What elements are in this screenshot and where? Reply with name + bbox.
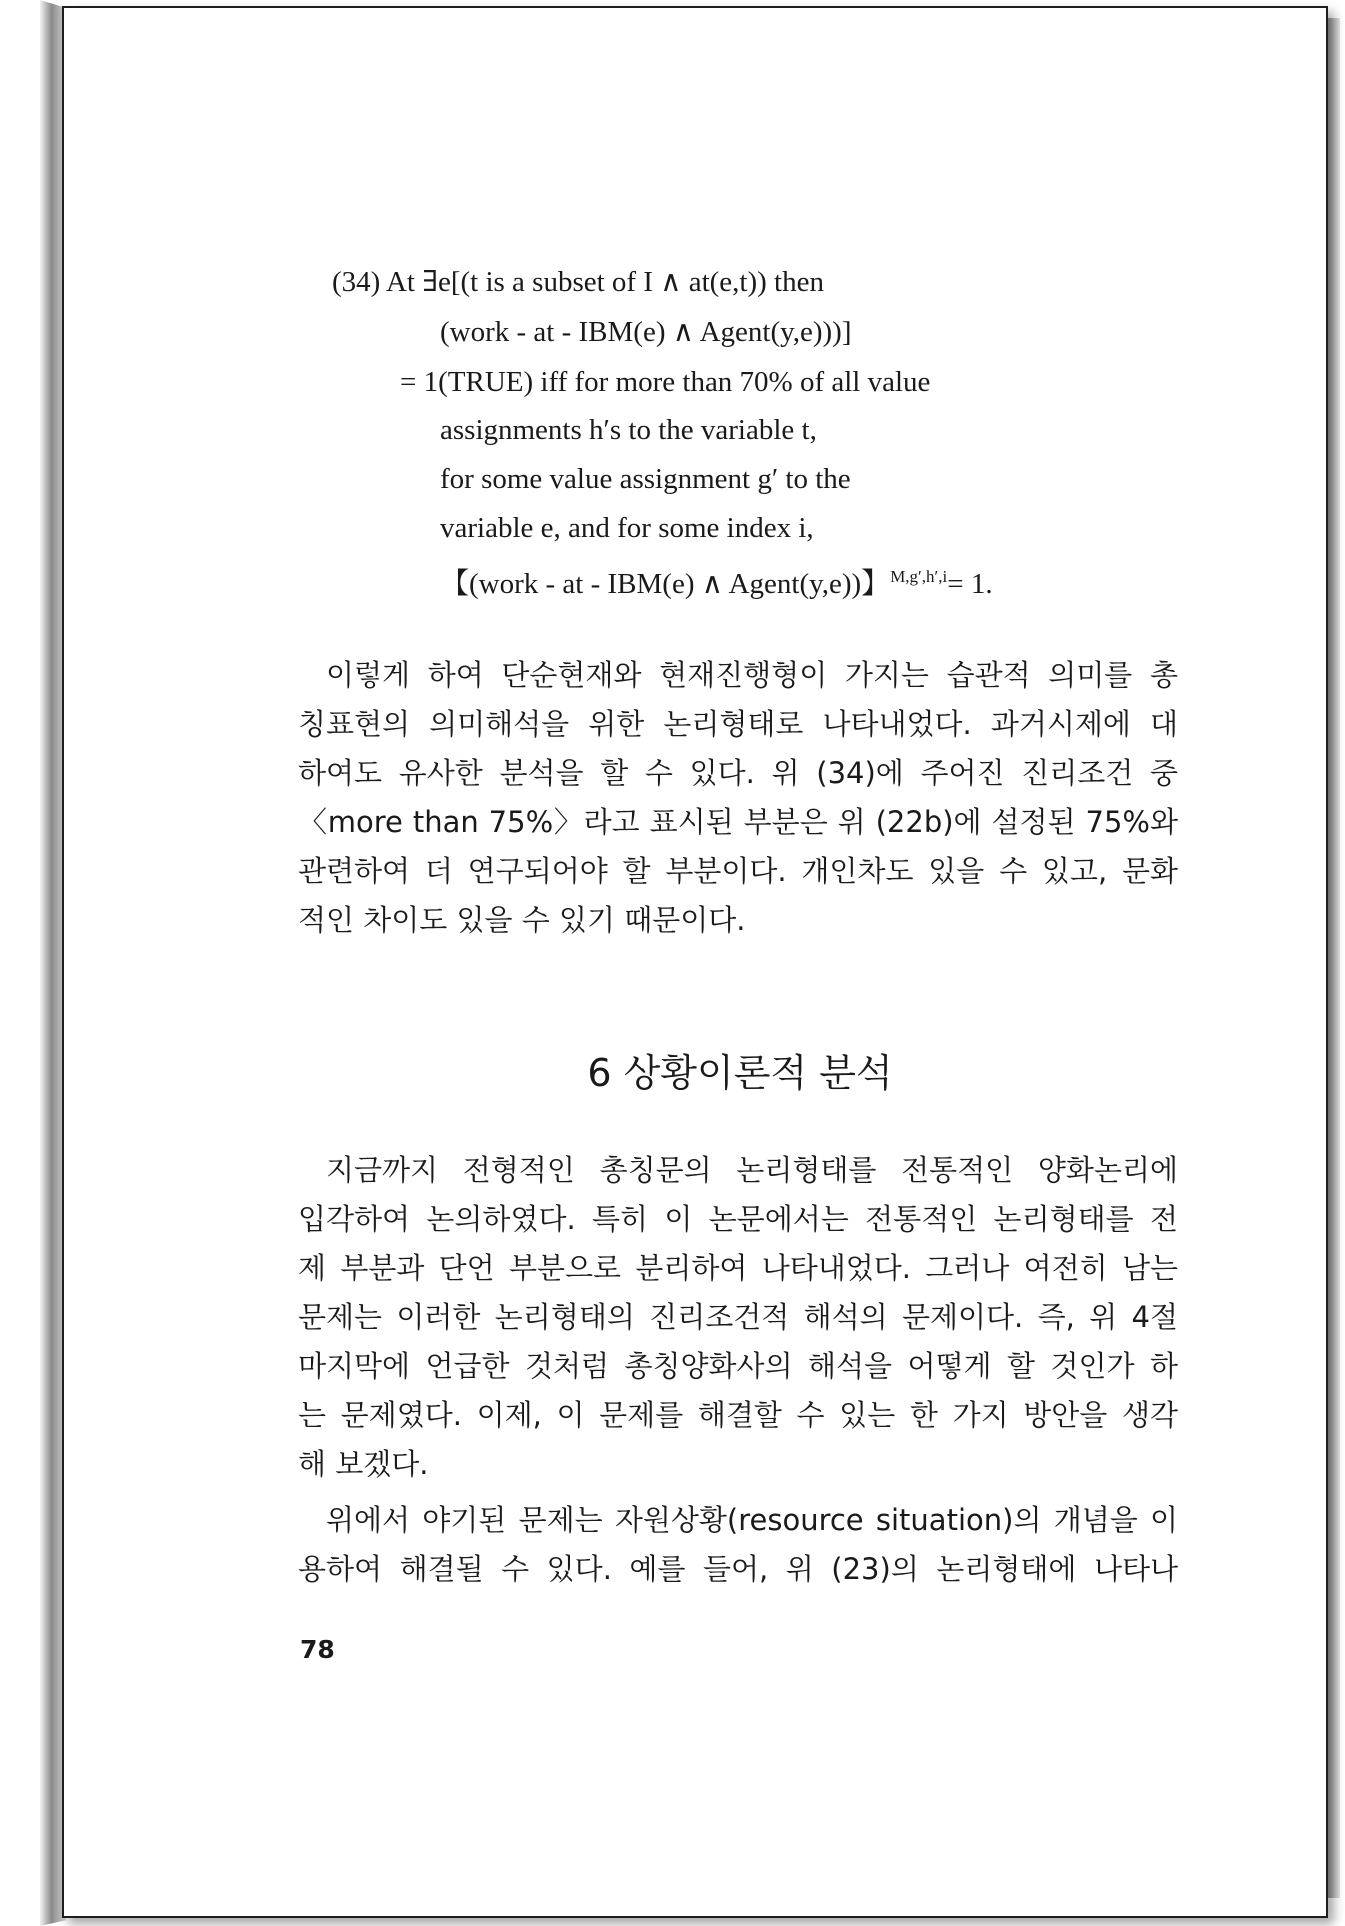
formula-last-line <box>440 557 993 604</box>
paragraph-line: 〈more than 75%〉라고 표시된 부분은 위 (22b)에 설정된 75%와 <box>298 805 1178 839</box>
formula-line: = 1(TRUE) iff for more than 70% of all value <box>400 366 931 398</box>
formula-line: (34) At ∃e[(t is a subset of I ∧ at(e,t)) then <box>332 266 824 298</box>
formula-line: assignments h′s to the variable t, <box>440 414 817 446</box>
paragraph-line: 문제는 이러한 논리형태의 진리조건적 해석의 문제이다. 즉, 위 4절 <box>298 1300 1178 1334</box>
paragraph-line: 하여도 유사한 분석을 할 수 있다. 위 (34)에 주어진 진리조건 중 <box>298 756 1178 790</box>
paragraph-line: 는 문제였다. 이제, 이 문제를 해결할 수 있는 한 가지 방안을 생각 <box>298 1398 1178 1432</box>
paragraph-line: 마지막에 언급한 것처럼 총칭양화사의 해석을 어떻게 할 것인가 하 <box>298 1349 1178 1383</box>
paragraph-line: 지금까지 전형적인 총칭문의 논리형태를 전통적인 양화논리에 <box>326 1153 1178 1187</box>
paragraph-line: 이렇게 하여 단순현재와 현재진행형이 가지는 습관적 의미를 총 <box>326 658 1178 692</box>
formula-line: for some value assignment g′ to the <box>440 463 851 495</box>
paragraph-line: 해 보겠다. <box>298 1447 429 1481</box>
formula-superscript: M,g′,h′,i <box>890 567 948 586</box>
paragraph-line: 적인 차이도 있을 수 있기 때문이다. <box>298 903 746 937</box>
paragraph-line: 관련하여 더 연구되어야 할 부분이다. 개인차도 있을 수 있고, 문화 <box>298 854 1178 888</box>
formula-line: (work - at - IBM(e) ∧ Agent(y,e)))] <box>440 316 852 348</box>
formula-tail: = 1. <box>947 568 993 600</box>
page-number: 78 <box>300 1635 335 1664</box>
paragraph-line: 제 부분과 단언 부분으로 분리하여 나타내었다. 그러나 여전히 남는 <box>298 1251 1178 1285</box>
paragraph-line: 용하여 해결될 수 있다. 예를 들어, 위 (23)의 논리형태에 나타나 <box>298 1552 1178 1586</box>
formula-line: variable e, and for some index i, <box>440 512 814 544</box>
paragraph-line: 입각하여 논의하였다. 특히 이 논문에서는 전통적인 논리형태를 전 <box>298 1202 1178 1236</box>
paragraph-line: 칭표현의 의미해석을 위한 논리형태로 나타내었다. 과거시제에 대 <box>298 707 1178 741</box>
section-heading: 6 상황이론적 분석 <box>587 1051 893 1095</box>
paragraph-line: 위에서 야기된 문제는 자원상황(resource situation)의 개념을 이 <box>326 1503 1178 1537</box>
formula-expression: 【(work - at - IBM(e) ∧ Agent(y,e))】 <box>440 568 891 600</box>
